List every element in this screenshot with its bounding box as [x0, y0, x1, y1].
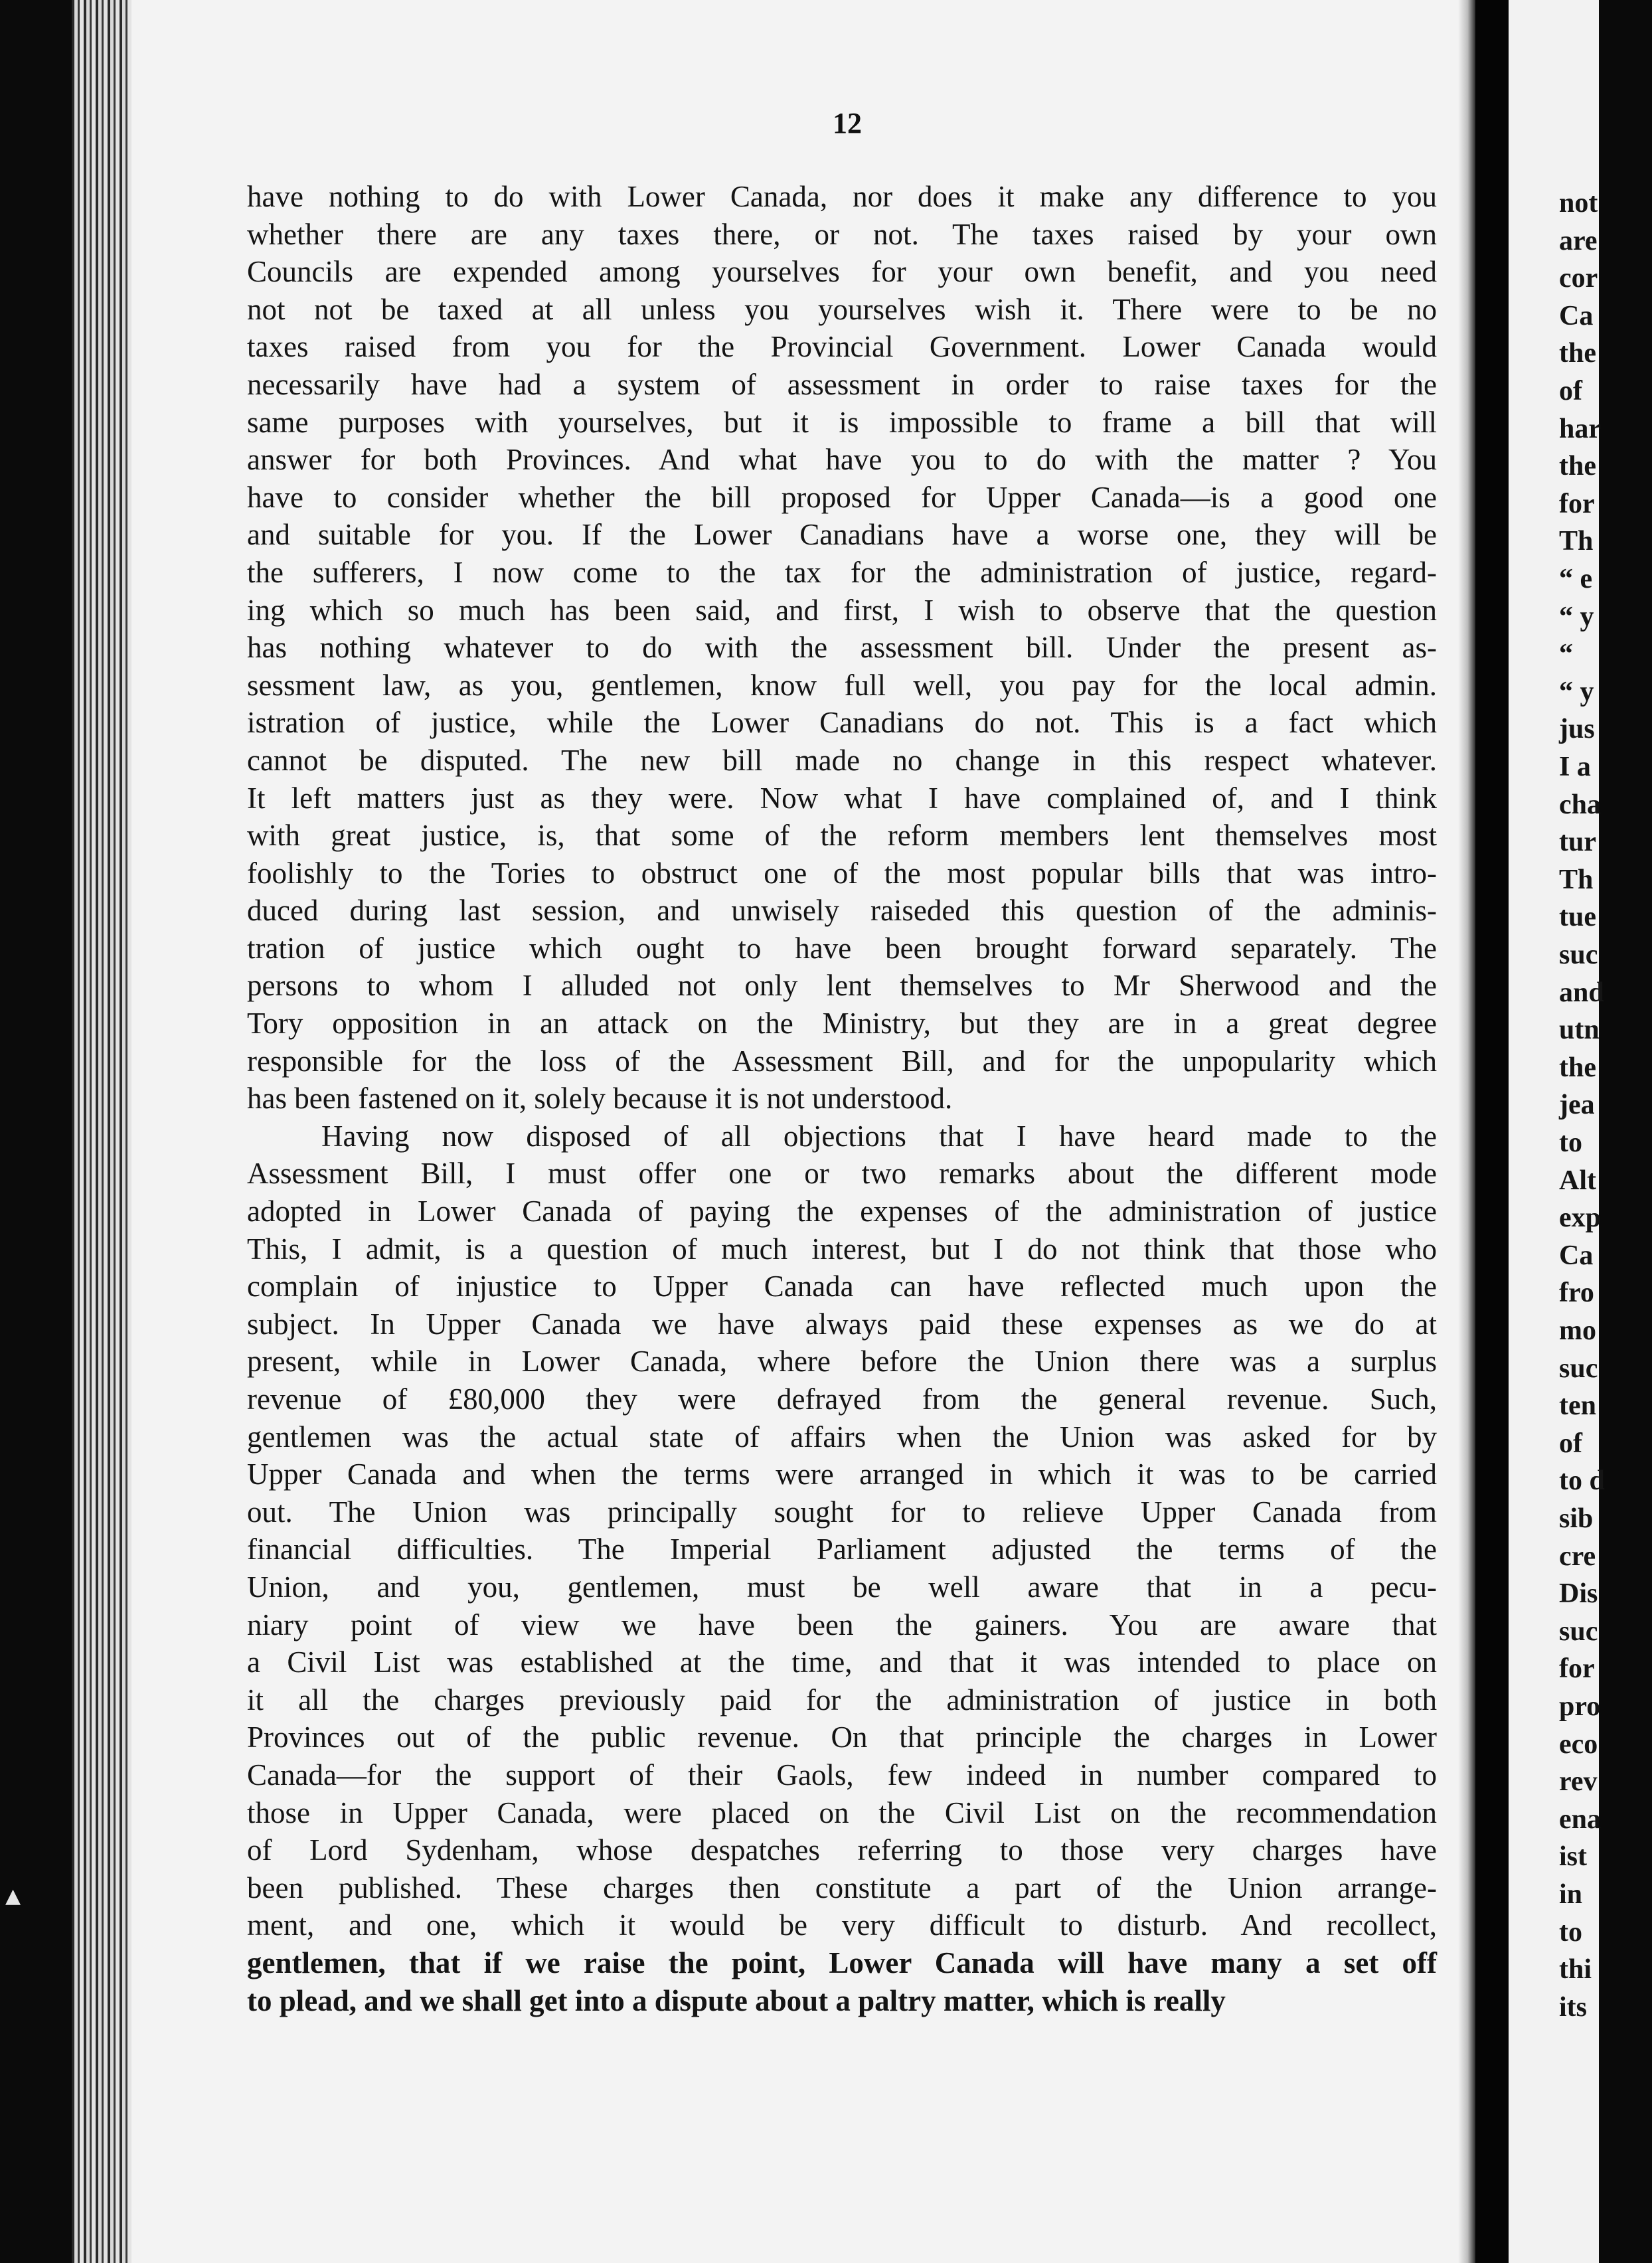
adjacent-page-fragment: suc: [1559, 1353, 1598, 1384]
adjacent-page-fragment: not: [1559, 188, 1598, 218]
adjacent-page-fragment: are: [1559, 225, 1598, 256]
adjacent-page-fragment: Ca: [1559, 1240, 1594, 1271]
adjacent-page-fragment: jea: [1559, 1090, 1595, 1121]
text-line: persons to whom I alluded not only lent themselves to Mr Sherwood and the: [247, 969, 1437, 1003]
text-line: and suitable for you. If the Lower Canadians have a worse one, they will be: [247, 518, 1437, 552]
adjacent-page-fragment: to d: [1559, 1466, 1605, 1497]
adjacent-page-fragment: and: [1559, 977, 1604, 1008]
adjacent-page-fragment: exp: [1559, 1203, 1601, 1234]
text-line: ing which so much has been said, and first, I wish to observe that the question: [247, 593, 1437, 627]
adjacent-page-fragment: “ y: [1559, 676, 1594, 707]
adjacent-page-fragment: thi: [1559, 1954, 1592, 1985]
adjacent-page-fragment: to: [1559, 1916, 1582, 1948]
text-line: Canada—for the support of their Gaols, few indeed in number compared to: [247, 1758, 1437, 1792]
text-line: it all the charges previously paid for the administration of justice in both: [247, 1683, 1437, 1717]
text-line: a Civil List was established at the time, and that it was intended to place on: [247, 1645, 1437, 1679]
page-gutter: [1475, 0, 1509, 2263]
text-line: adopted in Lower Canada of paying the expenses of the administration of justice: [247, 1195, 1437, 1228]
text-line: necessarily have had a system of assessment in order to raise taxes for the: [247, 367, 1437, 401]
text-line: same purposes with yourselves, but it is impossible to frame a bill that will: [247, 405, 1437, 439]
adjacent-page-fragment: Th: [1559, 864, 1594, 895]
adjacent-page-fragment: rev: [1559, 1766, 1598, 1798]
adjacent-page-fragment: ena: [1559, 1803, 1601, 1835]
adjacent-page-fragment: “ y: [1559, 601, 1594, 632]
text-line: gentlemen was the actual state of affairs when the Union was asked for by: [247, 1420, 1437, 1454]
text-line: have nothing to do with Lower Canada, nor does it make any difference to you: [247, 180, 1437, 213]
adjacent-page-fragment: har: [1559, 413, 1601, 444]
text-line: out. The Union was principally sought for to relieve Upper Canada from: [247, 1495, 1437, 1529]
adjacent-page-fragment: I a: [1559, 752, 1591, 782]
text-line: sessment law, as you, gentlemen, know full well, you pay for the local admin.: [247, 668, 1437, 702]
adjacent-page-fragment: of: [1559, 1428, 1582, 1459]
text-line: foolishly to the Tories to obstruct one of the most popular bills that was intro-: [247, 856, 1437, 890]
text-line: Tory opposition in an attack on the Ministry, but they are in a great degree: [247, 1007, 1437, 1041]
adjacent-page-fragment: suc: [1559, 1616, 1598, 1647]
adjacent-page-fragment: mo: [1559, 1315, 1596, 1346]
adjacent-page: [1509, 0, 1605, 2263]
adjacent-page-fragment: “ e: [1559, 564, 1593, 594]
scan-left-margin: [0, 0, 72, 2263]
text-line: present, while in Lower Canada, where before the Union there was a surplus: [247, 1345, 1437, 1379]
text-line: subject. In Upper Canada we have always paid these expenses as we do at: [247, 1307, 1437, 1341]
text-line: revenue of £80,000 they were defrayed from the general revenue. Such,: [247, 1383, 1437, 1416]
text-line: whether there are any taxes there, or not. The taxes raised by your own: [247, 217, 1437, 251]
text-line: of Lord Sydenham, whose despatches referring to those very charges have: [247, 1833, 1437, 1867]
adjacent-page-fragment: the: [1559, 338, 1596, 369]
text-line: istration of justice, while the Lower Canadians do not. This is a fact which: [247, 706, 1437, 740]
text-line: ment, and one, which it would be very difficult to disturb. And recollect,: [247, 1908, 1437, 1942]
adjacent-page-fragment: fro: [1559, 1278, 1594, 1309]
text-line: responsible for the loss of the Assessment Bill, and for the unpopularity which: [247, 1044, 1437, 1078]
text-line: Assessment Bill, I must offer one or two remarks about the different mode: [247, 1157, 1437, 1191]
adjacent-page-fragment: cor: [1559, 263, 1598, 294]
adjacent-page-fragment: to: [1559, 1128, 1582, 1158]
adjacent-page-fragment: of: [1559, 376, 1582, 406]
adjacent-page-fragment: Alt: [1559, 1165, 1596, 1196]
adjacent-page-fragment: tue: [1559, 902, 1596, 933]
text-line: It left matters just as they were. Now what I have complained of, and I think: [247, 781, 1437, 815]
adjacent-page-fragment: for: [1559, 1653, 1595, 1685]
text-line: financial difficulties. The Imperial Parliament adjusted the terms of the: [247, 1533, 1437, 1566]
text-line: This, I admit, is a question of much interest, but I do not think that those who: [247, 1232, 1437, 1266]
adjacent-page-fragment: eco: [1559, 1728, 1598, 1760]
adjacent-page-fragment: cre: [1559, 1541, 1596, 1572]
adjacent-page-fragment: the: [1559, 1052, 1596, 1083]
adjacent-page-fragment: cha: [1559, 789, 1601, 820]
text-line: has been fastened on it, solely because it is not understood.: [247, 1082, 953, 1116]
body-text: [247, 178, 1437, 2019]
adjacent-page-fragment: Th: [1559, 526, 1594, 557]
adjacent-page-fragment: suc: [1559, 940, 1598, 970]
adjacent-page-fragment: in: [1559, 1879, 1583, 1910]
text-line: complain of injustice to Upper Canada can have reflected much upon the: [247, 1270, 1437, 1303]
text-line: cannot be disputed. The new bill made no change in this respect whatever.: [247, 743, 1437, 777]
text-line: Provinces out of the public revenue. On that principle the charges in Lower: [247, 1720, 1437, 1754]
margin-mark: ▲: [5, 1885, 21, 1908]
text-line: to plead, and we shall get into a dispute about a paltry matter, which is really: [247, 1983, 1226, 2017]
text-line: gentlemen, that if we raise the point, Lower Canada will have many a set off: [247, 1946, 1437, 1979]
book-binding-edge: [72, 0, 131, 2263]
adjacent-page-fragment: Dis: [1559, 1578, 1598, 1610]
text-line: has nothing whatever to do with the assessment bill. Under the present as-: [247, 631, 1437, 665]
adjacent-page-fragment: ten: [1559, 1390, 1596, 1422]
text-line: been published. These charges then constitute a part of the Union arrange-: [247, 1871, 1437, 1904]
adjacent-page-fragment: for: [1559, 488, 1595, 519]
text-line: have to consider whether the bill proposed for Upper Canada—is a good one: [247, 480, 1437, 514]
adjacent-page-fragment: pro: [1559, 1691, 1601, 1722]
adjacent-page-fragment: “: [1559, 639, 1573, 670]
adjacent-page-fragment: sib: [1559, 1503, 1594, 1534]
text-line: Upper Canada and when the terms were arranged in which it was to be carried: [247, 1458, 1437, 1491]
adjacent-page-fragment: its: [1559, 1991, 1587, 2023]
text-line: the sufferers, I now come to the tax for the administration of justice, regard-: [247, 555, 1437, 589]
adjacent-page-fragment: ist: [1559, 1841, 1587, 1873]
adjacent-page-fragment: utn: [1559, 1015, 1600, 1046]
text-line: Having now disposed of all objections that I have heard made to the: [321, 1119, 1437, 1153]
page-number: 12: [833, 107, 862, 139]
text-line: those in Upper Canada, were placed on the Civil List on the recommendation: [247, 1796, 1437, 1829]
text-line: duced during last session, and unwisely raiseded this question of the adminis-: [247, 894, 1437, 928]
text-line: taxes raised from you for the Provincial Government. Lower Canada would: [247, 330, 1437, 364]
adjacent-page-fragment: jus: [1559, 714, 1595, 745]
adjacent-page-fragment: tur: [1559, 827, 1596, 858]
text-line: tration of justice which ought to have been brought forward separately. The: [247, 931, 1437, 965]
text-line: niary point of view we have been the gainers. You are aware that: [247, 1608, 1437, 1641]
text-line: answer for both Provinces. And what have you to do with the matter ? You: [247, 443, 1437, 477]
text-line: Councils are expended among yourselves for your own benefit, and you need: [247, 255, 1437, 289]
text-line: not not be taxed at all unless you yourselves wish it. There were to be no: [247, 292, 1437, 326]
text-line: with great justice, is, that some of the reform members lent themselves most: [247, 819, 1437, 853]
adjacent-page-fragment: the: [1559, 451, 1596, 482]
adjacent-page-fragment: Ca: [1559, 300, 1594, 331]
text-line: Union, and you, gentlemen, must be well aware that in a pecu-: [247, 1570, 1437, 1604]
page-edge-shadow: [1458, 0, 1475, 2263]
